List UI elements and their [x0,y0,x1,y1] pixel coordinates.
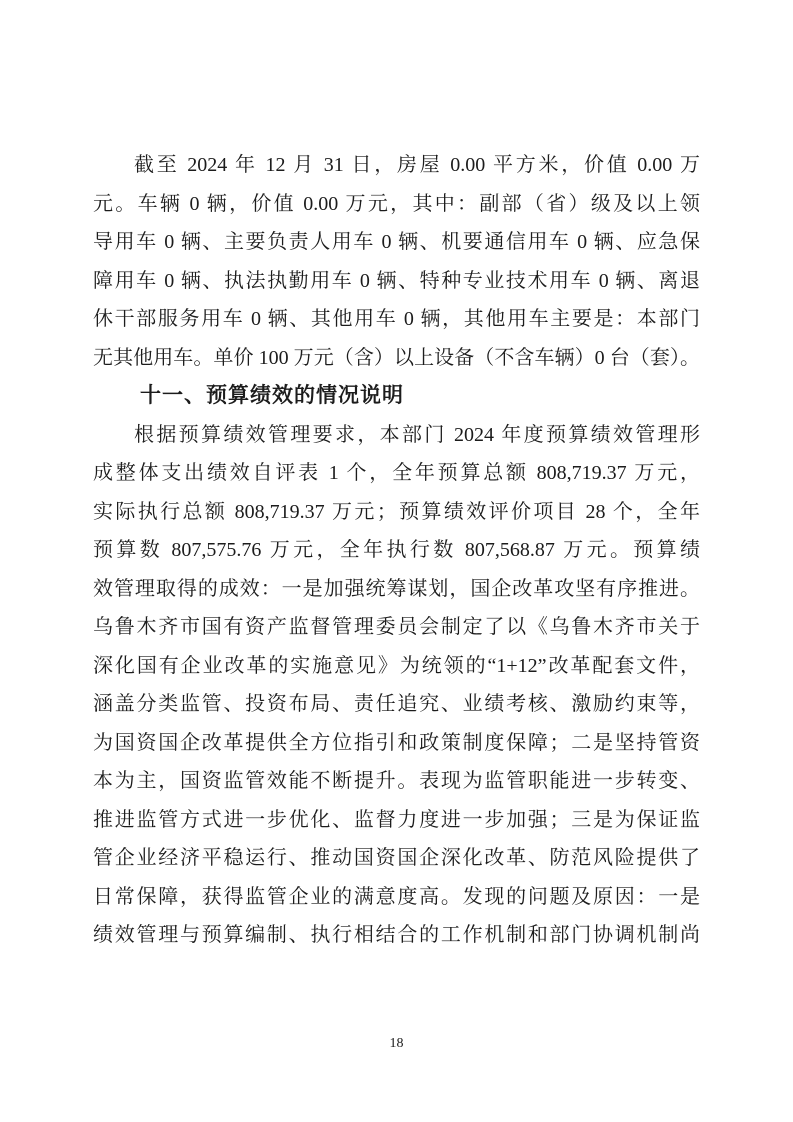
text-line: 效管理取得的成效：一是加强统筹谋划，国企改革攻坚有序推进。 [93,577,700,600]
text-line: 成整体支出绩效自评表 1 个，全年预算总额 808,719.37 万元， [93,462,700,484]
text-line: 元。车辆 0 辆，价值 0.00 万元，其中：副部（省）级及以上领 [93,192,700,215]
text-line: 预算数 807,575.76 万元，全年执行数 807,568.87 万元。预算绩 [93,539,700,561]
page-number: 18 [389,1036,404,1051]
text-line: 本为主，国资监管效能不断提升。表现为监管职能进一步转变、 [93,770,700,792]
text-line: 截至 2024 年 12 月 31 日，房屋 0.00 平方米，价值 0.00 万 [134,154,700,176]
text-line: 绩效管理与预算编制、执行相结合的工作机制和部门协调机制尚 [93,924,700,946]
section-heading: 十一、预算绩效的情况说明 [140,384,404,407]
text-line: 导用车 0 辆、主要负责人用车 0 辆、机要通信用车 0 辆、应急保 [93,231,700,253]
text-line: 推进监管方式进一步优化、监督力度进一步加强；三是为保证监 [93,808,700,831]
text-line: 涵盖分类监管、投资布局、责任追究、业绩考核、激励约束等， [93,693,700,715]
text-line: 深化国有企业改革的实施意见》为统领的“1+12”改革配套文件， [93,654,700,677]
text-line: 乌鲁木齐市国有资产监督管理委员会制定了以《乌鲁木齐市关于 [93,616,700,638]
text-line: 休干部服务用车 0 辆、其他用车 0 辆，其他用车主要是：本部门 [93,308,700,330]
text-line: 日常保障，获得监管企业的满意度高。发现的问题及原因：一是 [93,885,700,908]
text-line: 障用车 0 辆、执法执勤用车 0 辆、特种专业技术用车 0 辆、离退 [93,269,700,292]
text-line: 无其他用车。单价 100 万元（含）以上设备（不含车辆）0 台（套）。 [93,346,700,369]
text-line: 实际执行总额 808,719.37 万元；预算绩效评价项目 28 个，全年 [93,500,700,523]
text-line: 管企业经济平稳运行、推动国资国企深化改革、防范风险提供了 [93,847,700,869]
text-line: 根据预算绩效管理要求，本部门 2024 年度预算绩效管理形 [134,423,700,446]
text-line: 为国资国企改革提供全方位指引和政策制度保障；二是坚持管资 [93,731,700,754]
document-body [93,146,700,955]
